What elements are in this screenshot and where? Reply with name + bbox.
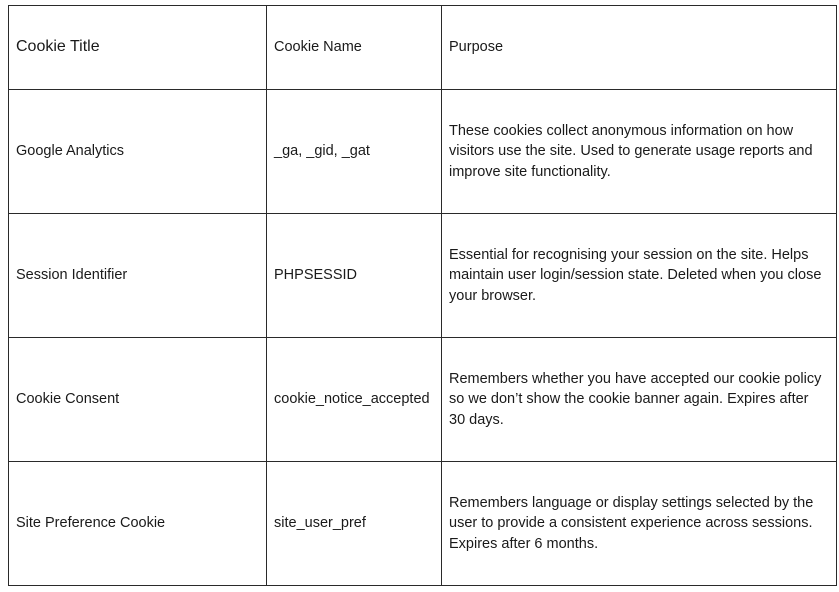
cookie-name-cell: cookie_notice_accepted [267,338,442,462]
header-cookie-name: Cookie Name [267,6,442,90]
cookie-title-cell: Site Preference Cookie [9,462,267,586]
cookie-title-cell: Cookie Consent [9,338,267,462]
cookie-purpose-cell: Remembers whether you have accepted our cookie policy so we don’t show the cookie banner again. Expires after 30 days. [442,338,837,462]
cookie-table [8,5,837,586]
cookie-name-cell: site_user_pref [267,462,442,586]
table-row [9,90,837,214]
header-purpose: Purpose [442,6,837,90]
cookie-name-cell: PHPSESSID [267,214,442,338]
cookie-title-cell: Google Analytics [9,90,267,214]
cookie-title-cell: Session Identifier [9,214,267,338]
table-row [9,462,837,586]
table-row [9,214,837,338]
table-row [9,338,837,462]
cookie-name-cell: _ga, _gid, _gat [267,90,442,214]
cookie-purpose-cell: Remembers language or display settings selected by the user to provide a consistent experience across sessions. Expires after 6 months. [442,462,837,586]
cookie-purpose-cell: These cookies collect anonymous information on how visitors use the site. Used to generate usage reports and improve site functionality. [442,90,837,214]
header-cookie-title: Cookie Title [9,6,267,90]
cookie-purpose-cell: Essential for recognising your session on the site. Helps maintain user login/session state. Deleted when you close your browser. [442,214,837,338]
table-header-row [9,6,837,90]
